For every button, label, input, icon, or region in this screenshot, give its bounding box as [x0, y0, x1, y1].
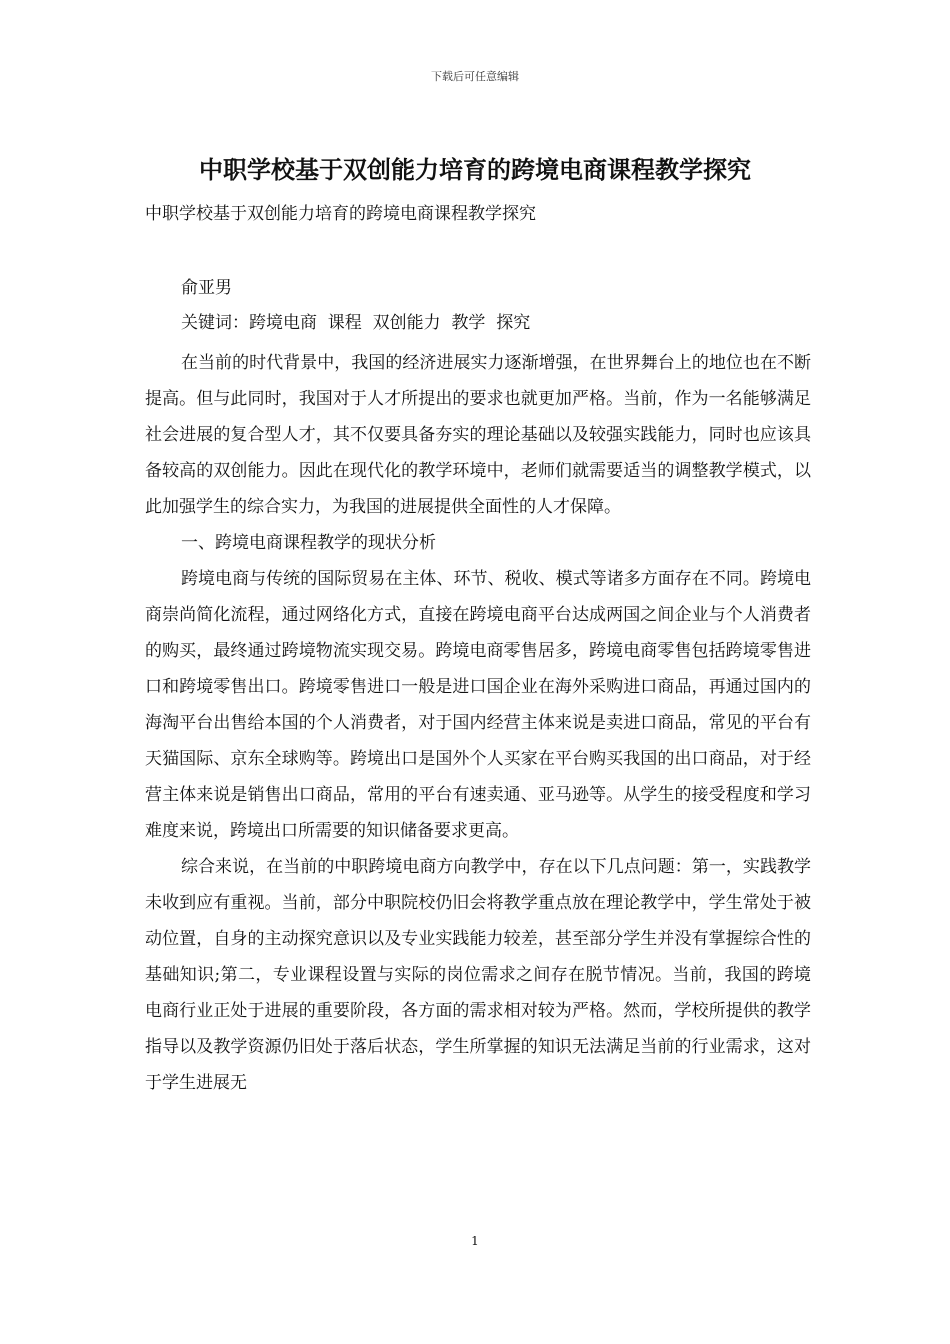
- body-paragraph: 跨境电商与传统的国际贸易在主体、环节、税收、模式等诸多方面存在不同。跨境电商崇尚简化流程，通过网络化方式，直接在跨境电商平台达成两国之间企业与个人消费者的购买，最终通过跨境物流实现交易。跨境电商零售居多，跨境电商零售包括跨境零售进口和跨境零售出口。跨境零售进口一般是进口国企业在海外采购进口商品，再通过国内的海淘平台出售给本国的个人消费者，对于国内经营主体来说是卖进口商品，常见的平台有天猫国际、京东全球购等。跨境出口是国外个人买家在平台购买我国的出口商品，对于经营主体来说是销售出口商品，常用的平台有速卖通、亚马逊等。从学生的接受程度和学习难度来说，跨境出口所需要的知识储备要求更高。: [145, 569, 811, 841]
- document-subtitle: 中职学校基于双创能力培育的跨境电商课程教学探究: [145, 204, 536, 224]
- section-heading: 一、跨境电商课程教学的现状分析: [181, 533, 436, 553]
- author-name: 俞亚男: [181, 278, 232, 298]
- body-text: [145, 345, 811, 1101]
- document-title: 中职学校基于双创能力培育的跨境电商课程教学探究: [199, 155, 751, 184]
- header-note: 下载后可任意编辑: [431, 70, 519, 83]
- body-paragraph: 综合来说，在当前的中职跨境电商方向教学中，存在以下几点问题：第一，实践教学未收到应有重视。当前，部分中职院校仍旧会将教学重点放在理论教学中，学生常处于被动位置，自身的主动探究意识以及专业实践能力较差，甚至部分学生并没有掌握综合性的基础知识;第二，专业课程设置与实际的岗位需求之间存在脱节情况。当前，我国的跨境电商行业正处于进展的重要阶段，各方面的需求相对较为严格。然而，学校所提供的教学指导以及教学资源仍旧处于落后状态，学生所掌握的知识无法满足当前的行业需求，这对于学生进展无: [145, 857, 811, 1093]
- keywords-line: 关键词：跨境电商 课程 双创能力 教学 探究: [181, 313, 531, 333]
- intro-paragraph: 在当前的时代背景中，我国的经济进展实力逐渐增强，在世界舞台上的地位也在不断提高。但与此同时，我国对于人才所提出的要求也就更加严格。当前，作为一名能够满足社会进展的复合型人才，其不仅要具备夯实的理论基础以及较强实践能力，同时也应该具备较高的双创能力。因此在现代化的教学环境中，老师们就需要适当的调整教学模式，以此加强学生的综合实力，为我国的进展提供全面性的人才保障。: [145, 353, 811, 517]
- page-number: 1: [471, 1234, 479, 1248]
